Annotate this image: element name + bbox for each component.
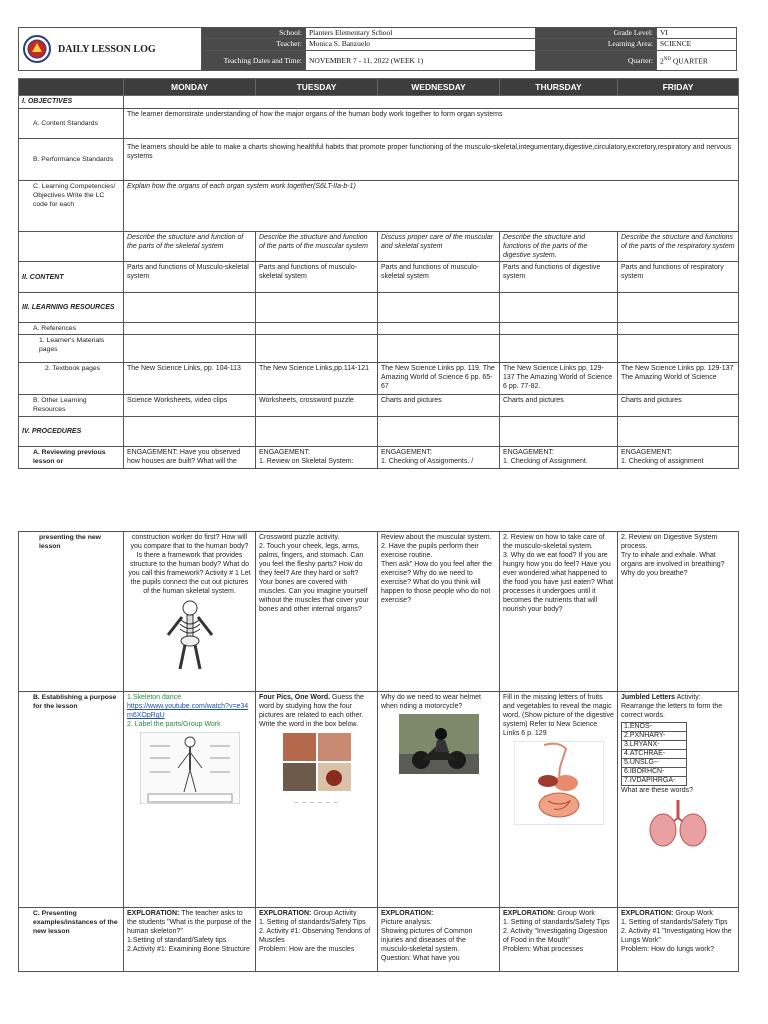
blank-cell xyxy=(500,293,618,323)
quarter-text: QUARTER xyxy=(671,56,708,66)
dates-value: NOVEMBER 7 - 11, 2022 (WEEK 1) xyxy=(306,50,536,71)
reviewing-label: A. Reviewing previous lesson or xyxy=(19,447,124,469)
presenting-mon-text: The teacher asks to the students "What is the purpose of the human skeleton?" 1.Setting of standard/Safety tips 2.Activity #1: Examining Bone Structure xyxy=(127,910,252,953)
four-pics-title: Four Pics, One Word. xyxy=(259,694,331,701)
textbook-wed: The New Science Links pp. 119. The Amazing World of Science 6 pp. 65-67 xyxy=(378,363,500,395)
presenting-wed xyxy=(378,908,500,972)
lesson-table-bottom xyxy=(18,531,739,972)
four-pics-text: Guess the word by studying how the four pictures are related to each other. Write the word in the box below. xyxy=(259,694,364,728)
blank-cell xyxy=(500,323,618,335)
blank-cell xyxy=(378,417,500,447)
four-pics-blanks: _ _ _ _ _ _ xyxy=(294,797,339,804)
jumbled-word: 6.IBORHCN- xyxy=(622,768,686,777)
reviewing-wed-bottom: Review about the muscular system. 2. Have the pupils perform their exercise routine. Then ask" How do you feel after the exercise? Why do we need to exercise? What do you think will happen to those people who do not exercise? xyxy=(378,532,500,692)
purpose-thu-cell xyxy=(500,692,618,908)
reviewing-thu-bottom: 2. Review on how to take care of the musculo-skeletal system. 3. Why do we eat food? If you are hungry how you do feel? Have you ever wondered what happened to the food you have just eaten? What processes it undergoes until it becomes the nutrients that will nourish your body? xyxy=(500,532,618,692)
purpose-mon-item1: 1.Skeleton dance xyxy=(127,694,182,701)
references-label: A. References xyxy=(19,323,124,335)
textbook-thu: The New Science Links pp. 129-137 The Amazing World of Science 6 pp. 77-82. xyxy=(500,363,618,395)
jumbled-word: 5.UNSLG-- xyxy=(622,759,686,768)
corner-cell xyxy=(19,79,124,96)
blank-cell xyxy=(256,417,378,447)
purpose-mon-item2: 2. Label the parts/Group Work xyxy=(127,721,221,728)
content-fri: Parts and functions of respiratory system xyxy=(618,262,739,293)
resources-title: III. LEARNING RESOURCES xyxy=(19,293,124,323)
logo-title-cell xyxy=(19,28,202,71)
presenting-tue xyxy=(256,908,378,972)
presenting-thu xyxy=(500,908,618,972)
daily-objective-mon: Describe the structure and function of the parts of the skeletal system xyxy=(124,232,256,262)
grade-label: Grade Level: xyxy=(536,28,657,39)
blank-cell xyxy=(256,335,378,363)
presenting-tue-text: Group Activity 1. Setting of standards/Safety Tips 2. Activity #1: Observing Tendons of Muscles Problem: How are the muscles xyxy=(259,910,371,953)
other-mon: Science Worksheets, video clips xyxy=(124,395,256,417)
respiratory-system-image xyxy=(643,798,713,850)
reviewing-thu-top: ENGAGEMENT: 1. Checking of Assignment. xyxy=(500,447,618,469)
jumbled-letters-text: Activity: Rearrange the letters to form the correct words. xyxy=(621,694,723,719)
presenting-mon-heading: EXPLORATION: xyxy=(127,910,180,917)
competencies-label: C. Learning Competencies/ Objectives Write the LC code for each xyxy=(19,181,124,232)
blank-cell xyxy=(124,417,256,447)
reviewing-tue-top: ENGAGEMENT: 1. Review on Skeletal System: xyxy=(256,447,378,469)
objectives-title-fill xyxy=(124,96,739,109)
jumbled-word: 7.IVDAPIHRGA- xyxy=(624,777,676,784)
presenting-mon xyxy=(124,908,256,972)
presenting-fri-heading: EXPLORATION: xyxy=(621,910,674,917)
jumbled-word: 4.ATCHRAE- xyxy=(622,750,686,759)
presenting-thu-text: Group Work 1. Setting of standards/Safety Tips 2. Activity "Investigating Digestion of Food in the Mouth" Problem: What processes xyxy=(503,910,610,953)
motorcycle-rider-image xyxy=(399,714,479,774)
textbook-mon: The New Science Links, pp. 104-113 xyxy=(124,363,256,395)
presenting-fri-text: Group Work 1. Setting of standards/Safety Tips 2. Activity #1 "Investigating How the Lungs Work" Problem: How do lungs work? xyxy=(621,910,732,953)
teacher-label: Teacher: xyxy=(202,39,306,50)
textbook-fri: The New Science Links pp. 129-137 The Amazing World of Science xyxy=(618,363,739,395)
jumbled-word: 2.PXNHARY- xyxy=(622,732,686,741)
textbook-label: 2. Textbook pages xyxy=(19,363,124,395)
blank-cell xyxy=(256,293,378,323)
purpose-thu-text: Fill in the missing letters of fruits and vegetables to reveal the magic word. (Show picture of the digestive system) Refer to New Science Links 6 p. 129 xyxy=(503,694,614,737)
dates-label: Teaching Dates and Time: xyxy=(202,50,306,71)
day-wednesday: WEDNESDAY xyxy=(378,79,500,96)
textbook-tue: The New Science Links,pp.114-121 xyxy=(256,363,378,395)
other-tue: Worksheets, crossword puzzle xyxy=(256,395,378,417)
competencies-text: Explain how the organs of each organ system work together(S6LT-IIa-b-1) xyxy=(124,181,739,232)
grade-value: VI xyxy=(657,28,737,39)
reviewing-mon-cell xyxy=(124,532,256,692)
content-wed: Parts and functions of musculo-skeletal system xyxy=(378,262,500,293)
content-standards-text: The learner demonstrate understanding of how the major organs of the human body work together to form organ systems xyxy=(124,109,739,139)
purpose-wed-text: Why do we need to wear helmet when riding a motorcycle? xyxy=(381,694,481,710)
daily-objective-tue: Describe the structure and function of the parts of the muscular system xyxy=(256,232,378,262)
jumbled-word: 3.LRYANX- xyxy=(622,741,686,750)
blank-cell xyxy=(256,323,378,335)
skeleton-cutout-image xyxy=(160,599,220,673)
skeleton-dance-link[interactable]: https://www.youtube.com/watch?v=e34m6XOpRgU xyxy=(127,703,249,719)
blank-cell xyxy=(378,323,500,335)
lesson-table-top xyxy=(18,78,739,469)
daily-objective-wed: Discuss proper care of the muscular and skeletal system xyxy=(378,232,500,262)
daily-objective-thu: Describe the structure and functions of the parts of the digestive system. xyxy=(500,232,618,262)
digestive-system-diagram xyxy=(514,741,604,825)
daily-objective-fri: Describe the structure and functions of the parts of the respiratory system xyxy=(618,232,739,262)
school-value: Planters Elementary School xyxy=(306,28,536,39)
blank-cell xyxy=(124,335,256,363)
area-value: SCIENCE xyxy=(657,39,737,50)
day-thursday: THURSDAY xyxy=(500,79,618,96)
content-title: II. CONTENT xyxy=(19,262,124,293)
blank-cell xyxy=(618,335,739,363)
objectives-title: I. OBJECTIVES xyxy=(19,96,124,109)
blank-cell xyxy=(618,417,739,447)
presenting-wed-text: Picture analysis: Showing pictures of Common injuries and diseases of the musculo-skeletal system. Question: What have you xyxy=(381,919,473,962)
other-resources-label: B. Other Learning Resources xyxy=(19,395,124,417)
quarter-value xyxy=(657,50,737,71)
deped-seal-icon xyxy=(22,34,52,64)
skeleton-labeling-worksheet-image xyxy=(140,732,240,804)
daily-objective-blank xyxy=(19,232,124,262)
day-tuesday: TUESDAY xyxy=(256,79,378,96)
blank-cell xyxy=(124,323,256,335)
blank-cell xyxy=(124,293,256,323)
jumbled-letters-title: Jumbled Letters xyxy=(621,694,676,701)
area-label: Learning Area: xyxy=(536,39,657,50)
reviewing-fri-top: ENGAGEMENT: 1. Checking of assignment xyxy=(618,447,739,469)
blank-cell xyxy=(378,335,500,363)
content-thu: Parts and functions of digestive system xyxy=(500,262,618,293)
jumbled-word-list xyxy=(621,722,687,786)
blank-cell xyxy=(500,417,618,447)
four-pics-images xyxy=(282,732,352,792)
reviewing-fri-bottom: 2. Review on Digestive System process. Try to inhale and exhale. What organs are involved in breathing? Why do you breathe? xyxy=(618,532,739,692)
presenting-label: C. Presenting examples/instances of the new lesson xyxy=(19,908,124,972)
other-fri: Charts and pictures xyxy=(618,395,739,417)
purpose-tue-cell xyxy=(256,692,378,908)
presenting-tue-heading: EXPLORATION: xyxy=(259,910,312,917)
blank-cell xyxy=(618,323,739,335)
purpose-mon-cell xyxy=(124,692,256,908)
learners-materials-label: 1. Learner's Materials pages xyxy=(19,335,124,363)
presenting-fri xyxy=(618,908,739,972)
purpose-wed-cell xyxy=(378,692,500,908)
purpose-label: B. Establishing a purpose for the lesson xyxy=(19,692,124,908)
day-friday: FRIDAY xyxy=(618,79,739,96)
procedures-title: IV. PROCEDURES xyxy=(19,417,124,447)
blank-cell xyxy=(618,293,739,323)
reviewing-tue-bottom: Crossword puzzle activity. 2. Touch your cheek, legs, arms, palms, fingers, and stomach. Can you feel the fleshy parts? How do they feel? Are they hard or soft? Your bones are covered with muscles. Can you imagine yourself without the muscles that cover your bones and other internal organs? xyxy=(256,532,378,692)
header-block xyxy=(18,27,736,71)
content-mon: Parts and functions of Musculo-skeletal system xyxy=(124,262,256,293)
presenting-thu-heading: EXPLORATION: xyxy=(503,910,556,917)
blank-cell xyxy=(500,335,618,363)
other-thu: Charts and pictures xyxy=(500,395,618,417)
jumbled-question: What are these words? xyxy=(621,787,693,794)
teacher-value: Monica S. Banzuelo xyxy=(306,39,536,50)
day-monday: MONDAY xyxy=(124,79,256,96)
purpose-fri-cell xyxy=(618,692,739,908)
school-label: School: xyxy=(202,28,306,39)
blank-cell xyxy=(378,293,500,323)
reviewing-wed-top: ENGAGEMENT: 1. Checking of Assignments. / xyxy=(378,447,500,469)
presenting-wed-heading: EXPLORATION: xyxy=(381,910,434,917)
performance-standards-label: B. Performance Standards xyxy=(19,139,124,181)
content-standards-label: A. Content Standards xyxy=(19,109,124,139)
jumbled-word: 1.ENOS- xyxy=(622,723,686,732)
quarter-number: 2 xyxy=(660,56,664,66)
performance-standards-text: The learners should be able to make a charts showing healthful habits that promote proper functioning of the musculo-skeletal,integumentary,digestive,circulatory,excretory,respiratory and nervous systems xyxy=(124,139,739,181)
reviewing-mon-top: ENGAGEMENT: Have you observed how houses are built? What will the xyxy=(124,447,256,469)
doc-title: DAILY LESSON LOG xyxy=(58,43,156,55)
quarter-label: Quarter: xyxy=(536,50,657,71)
quarter-suffix: ND xyxy=(663,57,671,62)
content-tue: Parts and functions of musculo-skeletal system xyxy=(256,262,378,293)
reviewing-mon-text: construction worker do first? How will you compare that to the human body? Is there a framework that provides structure to the human body? What do you call this framework? Activity # 1 Let the pupils connect the cut out pictures of the human skeletal system. xyxy=(128,534,251,595)
other-wed: Charts and pictures xyxy=(378,395,500,417)
reviewing-label-cont: presenting the new lesson xyxy=(19,532,124,692)
